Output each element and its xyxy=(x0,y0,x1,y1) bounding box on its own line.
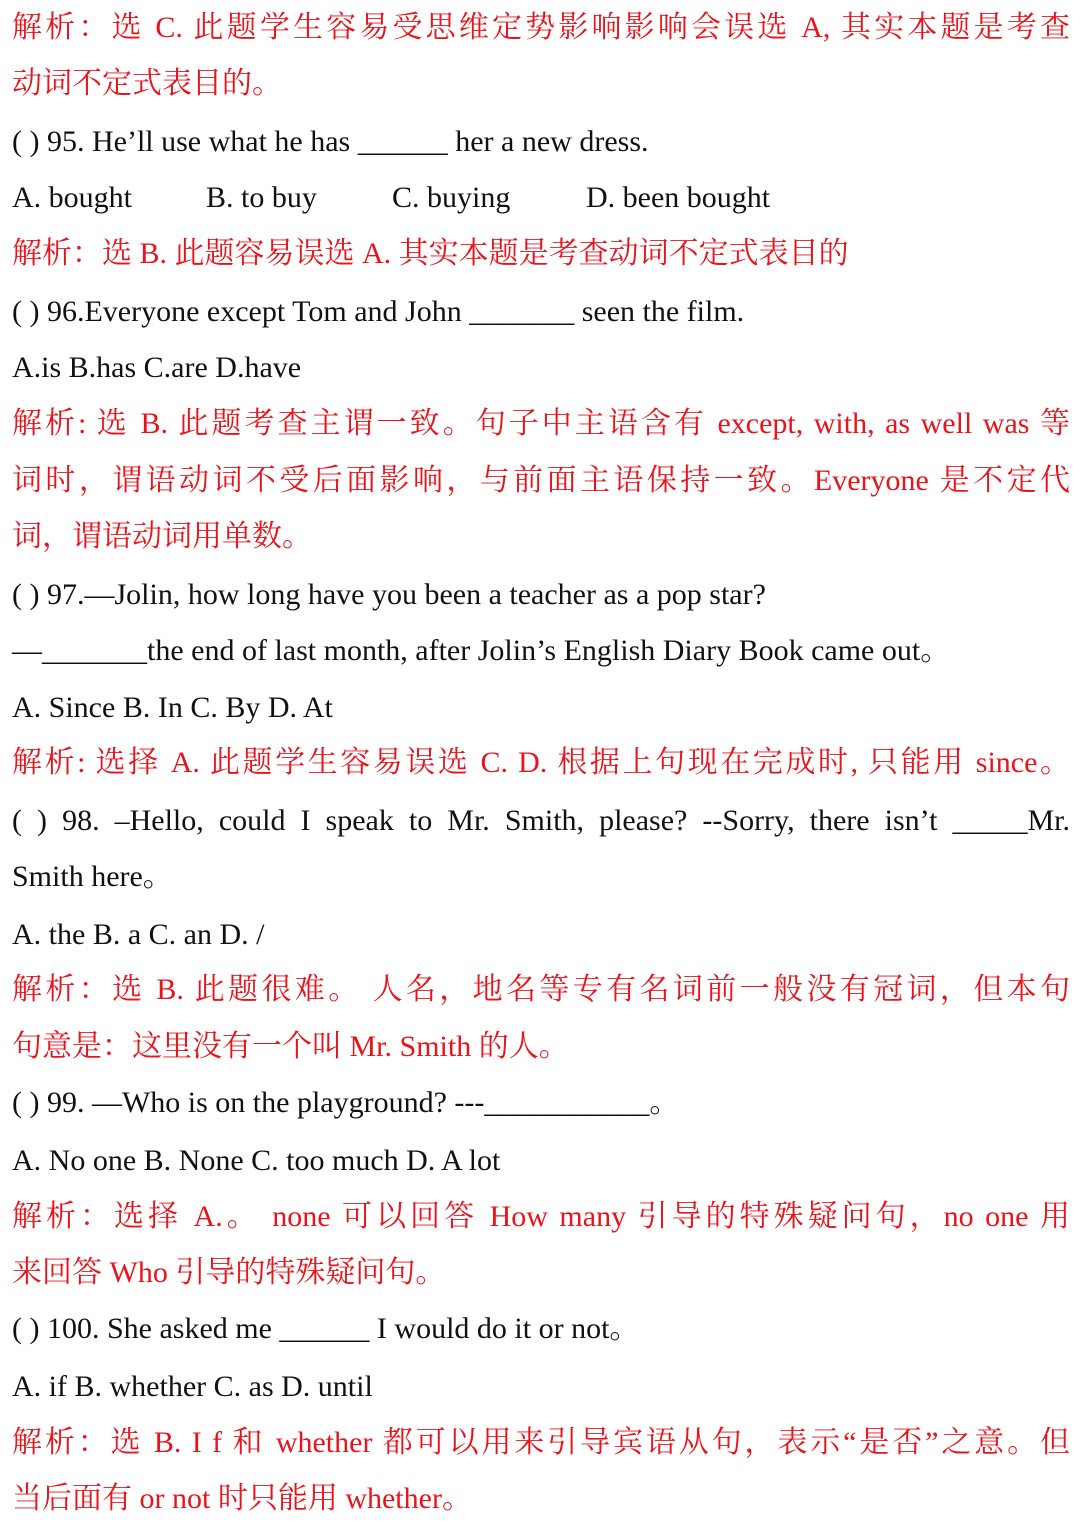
q99-analysis-line-2: 来回答 Who 引导的特殊疑问句。 xyxy=(12,1256,446,1289)
q97-stem-line-2: —_______the end of last month, after Jolin’s English Diary Book came out。 xyxy=(12,634,951,667)
q98-stem-line-2: Smith here。 xyxy=(12,860,173,893)
q98-options: A. the B. a C. an D. / xyxy=(12,918,265,951)
q95-option-d: D. been bought xyxy=(586,181,771,214)
q96-analysis-line-2: 词时，谓语动词不受后面影响，与前面主语保持一致。Everyone 是不定代 xyxy=(12,464,1070,497)
q100-options: A. if B. whether C. as D. until xyxy=(12,1370,373,1403)
q99-stem: ( ) 99. —Who is on the playground? ---___________。 xyxy=(12,1086,680,1119)
q100-analysis-line-1: 解析：选 B. I f 和 whether 都可以用来引导宾语从句，表示“是否”之意。但 xyxy=(12,1426,1070,1459)
q94-analysis-line-1: 解析：选 C. 此题学生容易受思维定势影响影响会误选 A, 其实本题是考查 xyxy=(12,11,1070,44)
q94-analysis-line-2: 动词不定式表目的。 xyxy=(12,67,282,100)
q98-analysis-line-1: 解析：选 B. 此题很难。 人名，地名等专有名词前一般没有冠词，但本句 xyxy=(12,973,1070,1006)
q99-analysis-line-1: 解析：选择 A.。 none 可以回答 How many 引导的特殊疑问句，no one 用 xyxy=(12,1200,1070,1233)
q97-stem-line-1: ( ) 97.—Jolin, how long have you been a teacher as a pop star? xyxy=(12,578,766,611)
q98-stem-line-1: ( ) 98. –Hello, could I speak to Mr. Smith, please? --Sorry, there isn’t _____Mr. xyxy=(12,804,1070,837)
q98-analysis-line-2: 句意是：这里没有一个叫 Mr. Smith 的人。 xyxy=(12,1030,569,1063)
q95-analysis-line-1: 解析：选 B. 此题容易误选 A. 其实本题是考查动词不定式表目的 xyxy=(12,237,849,270)
q100-stem: ( ) 100. She asked me ______ I would do it or not。 xyxy=(12,1312,640,1345)
q96-options: A.is B.has C.are D.have xyxy=(12,351,302,384)
q95-option-b: B. to buy xyxy=(206,181,317,214)
q95-option-a: A. bought xyxy=(12,181,132,214)
q97-analysis-line-1: 解析: 选择 A. 此题学生容易误选 C. D. 根据上句现在完成时, 只能用 since。 xyxy=(12,746,1070,779)
q95-stem: ( ) 95. He’ll use what he has ______ her a new dress. xyxy=(12,125,649,158)
q96-analysis-line-1: 解析: 选 B. 此题考查主谓一致。句子中主语含有 except, with, as well was 等 xyxy=(12,407,1070,440)
q97-options: A. Since B. In C. By D. At xyxy=(12,691,333,724)
q100-analysis-line-2: 当后面有 or not 时只能用 whether。 xyxy=(12,1482,472,1515)
q99-options: A. No one B. None C. too much D. A lot xyxy=(12,1144,501,1177)
q95-option-c: C. buying xyxy=(392,181,511,214)
q96-stem: ( ) 96.Everyone except Tom and John _______ seen the film. xyxy=(12,295,745,328)
q96-analysis-line-3: 词，谓语动词用单数。 xyxy=(12,520,312,553)
